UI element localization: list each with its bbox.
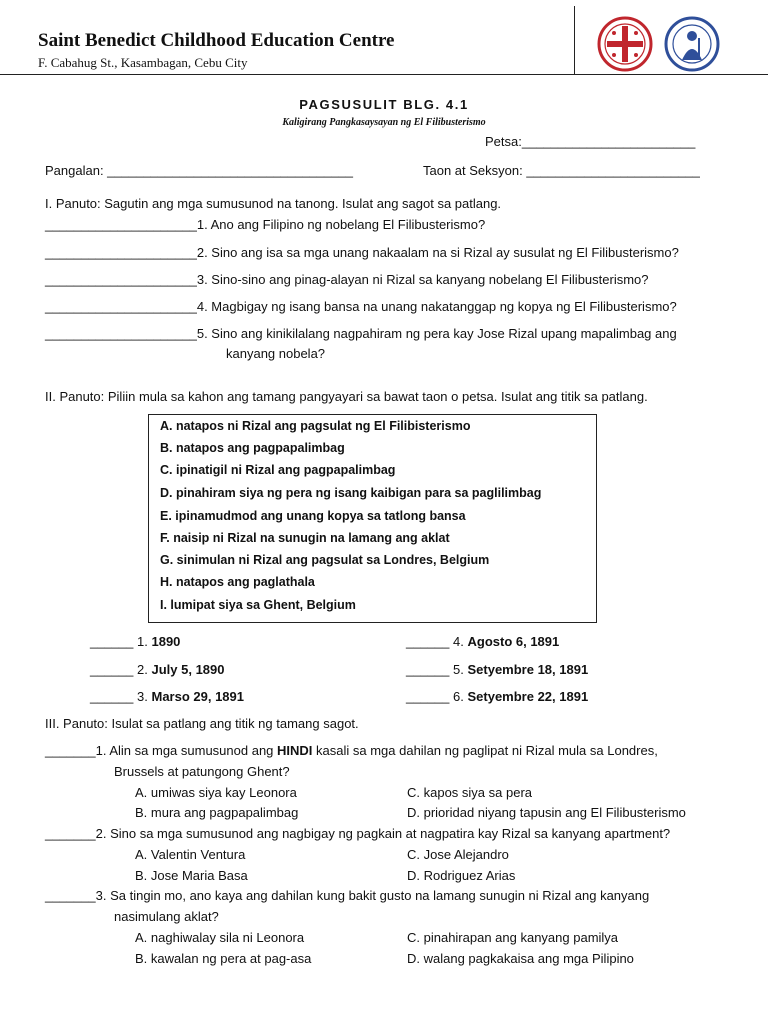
answer-blank[interactable]: _____________________ xyxy=(45,217,197,232)
choice-item: C. ipinatigil ni Rizal ang pagpapalimbag xyxy=(160,463,396,477)
answer-blank[interactable]: ______ xyxy=(406,662,450,677)
part2-instruction: II. Panuto: Piliin mula sa kahon ang tamang pangyayari sa bawat taon o petsa. Isulat ang titik sa patlang. xyxy=(45,389,648,404)
date-item: ______ 1. 1890 xyxy=(90,634,181,649)
part3-instruction: III. Panuto: Isulat sa patlang ang titik ng tamang sagot. xyxy=(45,716,359,731)
part1-item xyxy=(45,299,677,314)
answer-blank[interactable]: _______ xyxy=(45,826,96,841)
question-continuation: nasimulang aklat? xyxy=(114,909,219,924)
option-a: A. Valentin Ventura xyxy=(135,847,246,862)
year-section-field[interactable]: Taon at Seksyon: ________________________ xyxy=(423,163,700,178)
school-name: Saint Benedict Childhood Education Centre xyxy=(38,30,395,51)
choice-item: I. lumipat siya sa Ghent, Belgium xyxy=(160,598,356,612)
answer-blank[interactable]: _____________________ xyxy=(45,299,197,314)
option-a: A. naghiwalay sila ni Leonora xyxy=(135,930,305,945)
part1-instruction: I. Panuto: Sagutin ang mga sumusunod na tanong. Isulat ang sagot sa patlang. xyxy=(45,196,502,211)
date-item: ______ 3. Marso 29, 1891 xyxy=(90,689,244,704)
option-b: B. mura ang pagpapalimbag xyxy=(135,805,299,820)
quiz-title: PAGSUSULIT BLG. 4.1 xyxy=(299,97,469,112)
option-b: B. kawalan ng pera at pag-asa xyxy=(135,951,312,966)
option-d: D. prioridad niyang tapusin ang El Filibusterismo xyxy=(407,805,686,820)
choice-item: B. natapos ang pagpapalimbag xyxy=(160,441,345,455)
part1-item xyxy=(45,272,649,287)
question-continuation: Brussels at patungong Ghent? xyxy=(114,764,290,779)
part3-question: _______1. Alin sa mga sumusunod ang HINDI kasali sa mga dahilan ng paglipat ni Rizal mula sa Londres, xyxy=(45,743,658,758)
choice-item: A. natapos ni Rizal ang pagsulat ng El Filibisterismo xyxy=(160,419,471,433)
date-field[interactable]: Petsa:________________________ xyxy=(485,134,696,149)
option-c: C. pinahirapan ang kanyang pamilya xyxy=(407,930,619,945)
answer-blank[interactable]: ______ xyxy=(90,634,134,649)
school-address: F. Cabahug St., Kasambagan, Cebu City xyxy=(38,55,248,70)
date-label: 1890 xyxy=(151,634,181,649)
choice-item: H. natapos ang paglathala xyxy=(160,575,315,589)
part3-question: _______2. Sino sa mga sumusunod ang nagbigay ng pagkain at nagpatira kay Rizal sa kanyang apartment? xyxy=(45,826,671,841)
date-label: July 5, 1890 xyxy=(151,662,225,677)
header-rule xyxy=(0,74,768,75)
part1-item xyxy=(45,326,677,341)
header-divider xyxy=(574,6,575,74)
answer-blank[interactable]: _______ xyxy=(45,743,96,758)
choice-item: G. sinimulan ni Rizal ang pagsulat sa Londres, Belgium xyxy=(160,553,490,567)
question-text: 5. Sino ang kinikilalang nagpahiram ng pera kay Jose Rizal upang mapalimbag ang xyxy=(196,326,677,341)
st-benedict-medal-red-icon xyxy=(597,16,653,72)
answer-blank[interactable]: _______ xyxy=(45,888,96,903)
date-item: ______ 4. Agosto 6, 1891 xyxy=(406,634,560,649)
part1-item xyxy=(45,217,485,232)
date-item: ______ 6. Setyembre 22, 1891 xyxy=(406,689,589,704)
name-field[interactable]: Pangalan: __________________________________ xyxy=(45,163,353,178)
option-a: A. umiwas siya kay Leonora xyxy=(135,785,297,800)
answer-blank[interactable]: ______ xyxy=(90,689,134,704)
option-d: D. walang pagkakaisa ang mga Pilipino xyxy=(407,951,634,966)
date-label: Marso 29, 1891 xyxy=(151,689,244,704)
question-text: 4. Magbigay ng isang bansa na unang nakatanggap ng kopya ng El Filibusterismo? xyxy=(196,299,677,314)
answer-blank[interactable]: _____________________ xyxy=(45,245,197,260)
date-item: ______ 5. Setyembre 18, 1891 xyxy=(406,662,589,677)
answer-blank[interactable]: ______ xyxy=(406,689,450,704)
option-c: C. kapos siya sa pera xyxy=(407,785,533,800)
option-b: B. Jose Maria Basa xyxy=(135,868,248,883)
choices-box xyxy=(148,414,597,623)
st-benedict-seal-blue-icon xyxy=(664,16,720,72)
answer-blank[interactable]: ______ xyxy=(90,662,134,677)
answer-blank[interactable]: ______ xyxy=(406,634,450,649)
choice-item: F. naisip ni Rizal na sunugin na lamang ang aklat xyxy=(160,531,450,545)
choice-item: E. ipinamudmod ang unang kopya sa tatlong bansa xyxy=(160,509,466,523)
answer-blank[interactable]: _____________________ xyxy=(45,326,197,341)
option-d: D. Rodriguez Arias xyxy=(407,868,516,883)
answer-blank[interactable]: _____________________ xyxy=(45,272,197,287)
choice-item: D. pinahiram siya ng pera ng isang kaibigan para sa paglilimbag xyxy=(160,486,542,500)
question-text: 3. Sino-sino ang pinag-alayan ni Rizal sa kanyang nobelang El Filibusterismo? xyxy=(196,272,649,287)
part3-question: _______3. Sa tingin mo, ano kaya ang dahilan kung bakit gusto na lamang sunugin ni Rizal ang kanyang xyxy=(45,888,650,903)
option-c: C. Jose Alejandro xyxy=(407,847,509,862)
date-label: Setyembre 18, 1891 xyxy=(467,662,589,677)
date-label: Setyembre 22, 1891 xyxy=(467,689,589,704)
question-continuation: kanyang nobela? xyxy=(226,346,326,361)
question-text: 2. Sino ang isa sa mga unang nakaalam na si Rizal ay susulat ng El Filibusterismo? xyxy=(196,245,679,260)
date-label: Agosto 6, 1891 xyxy=(467,634,560,649)
part1-item xyxy=(45,245,679,260)
date-item: ______ 2. July 5, 1890 xyxy=(90,662,225,677)
quiz-subtitle: Kaligirang Pangkasaysayan ng El Filibusterismo xyxy=(282,117,486,128)
question-text: 1. Ano ang Filipino ng nobelang El Filibusterismo? xyxy=(196,217,486,232)
